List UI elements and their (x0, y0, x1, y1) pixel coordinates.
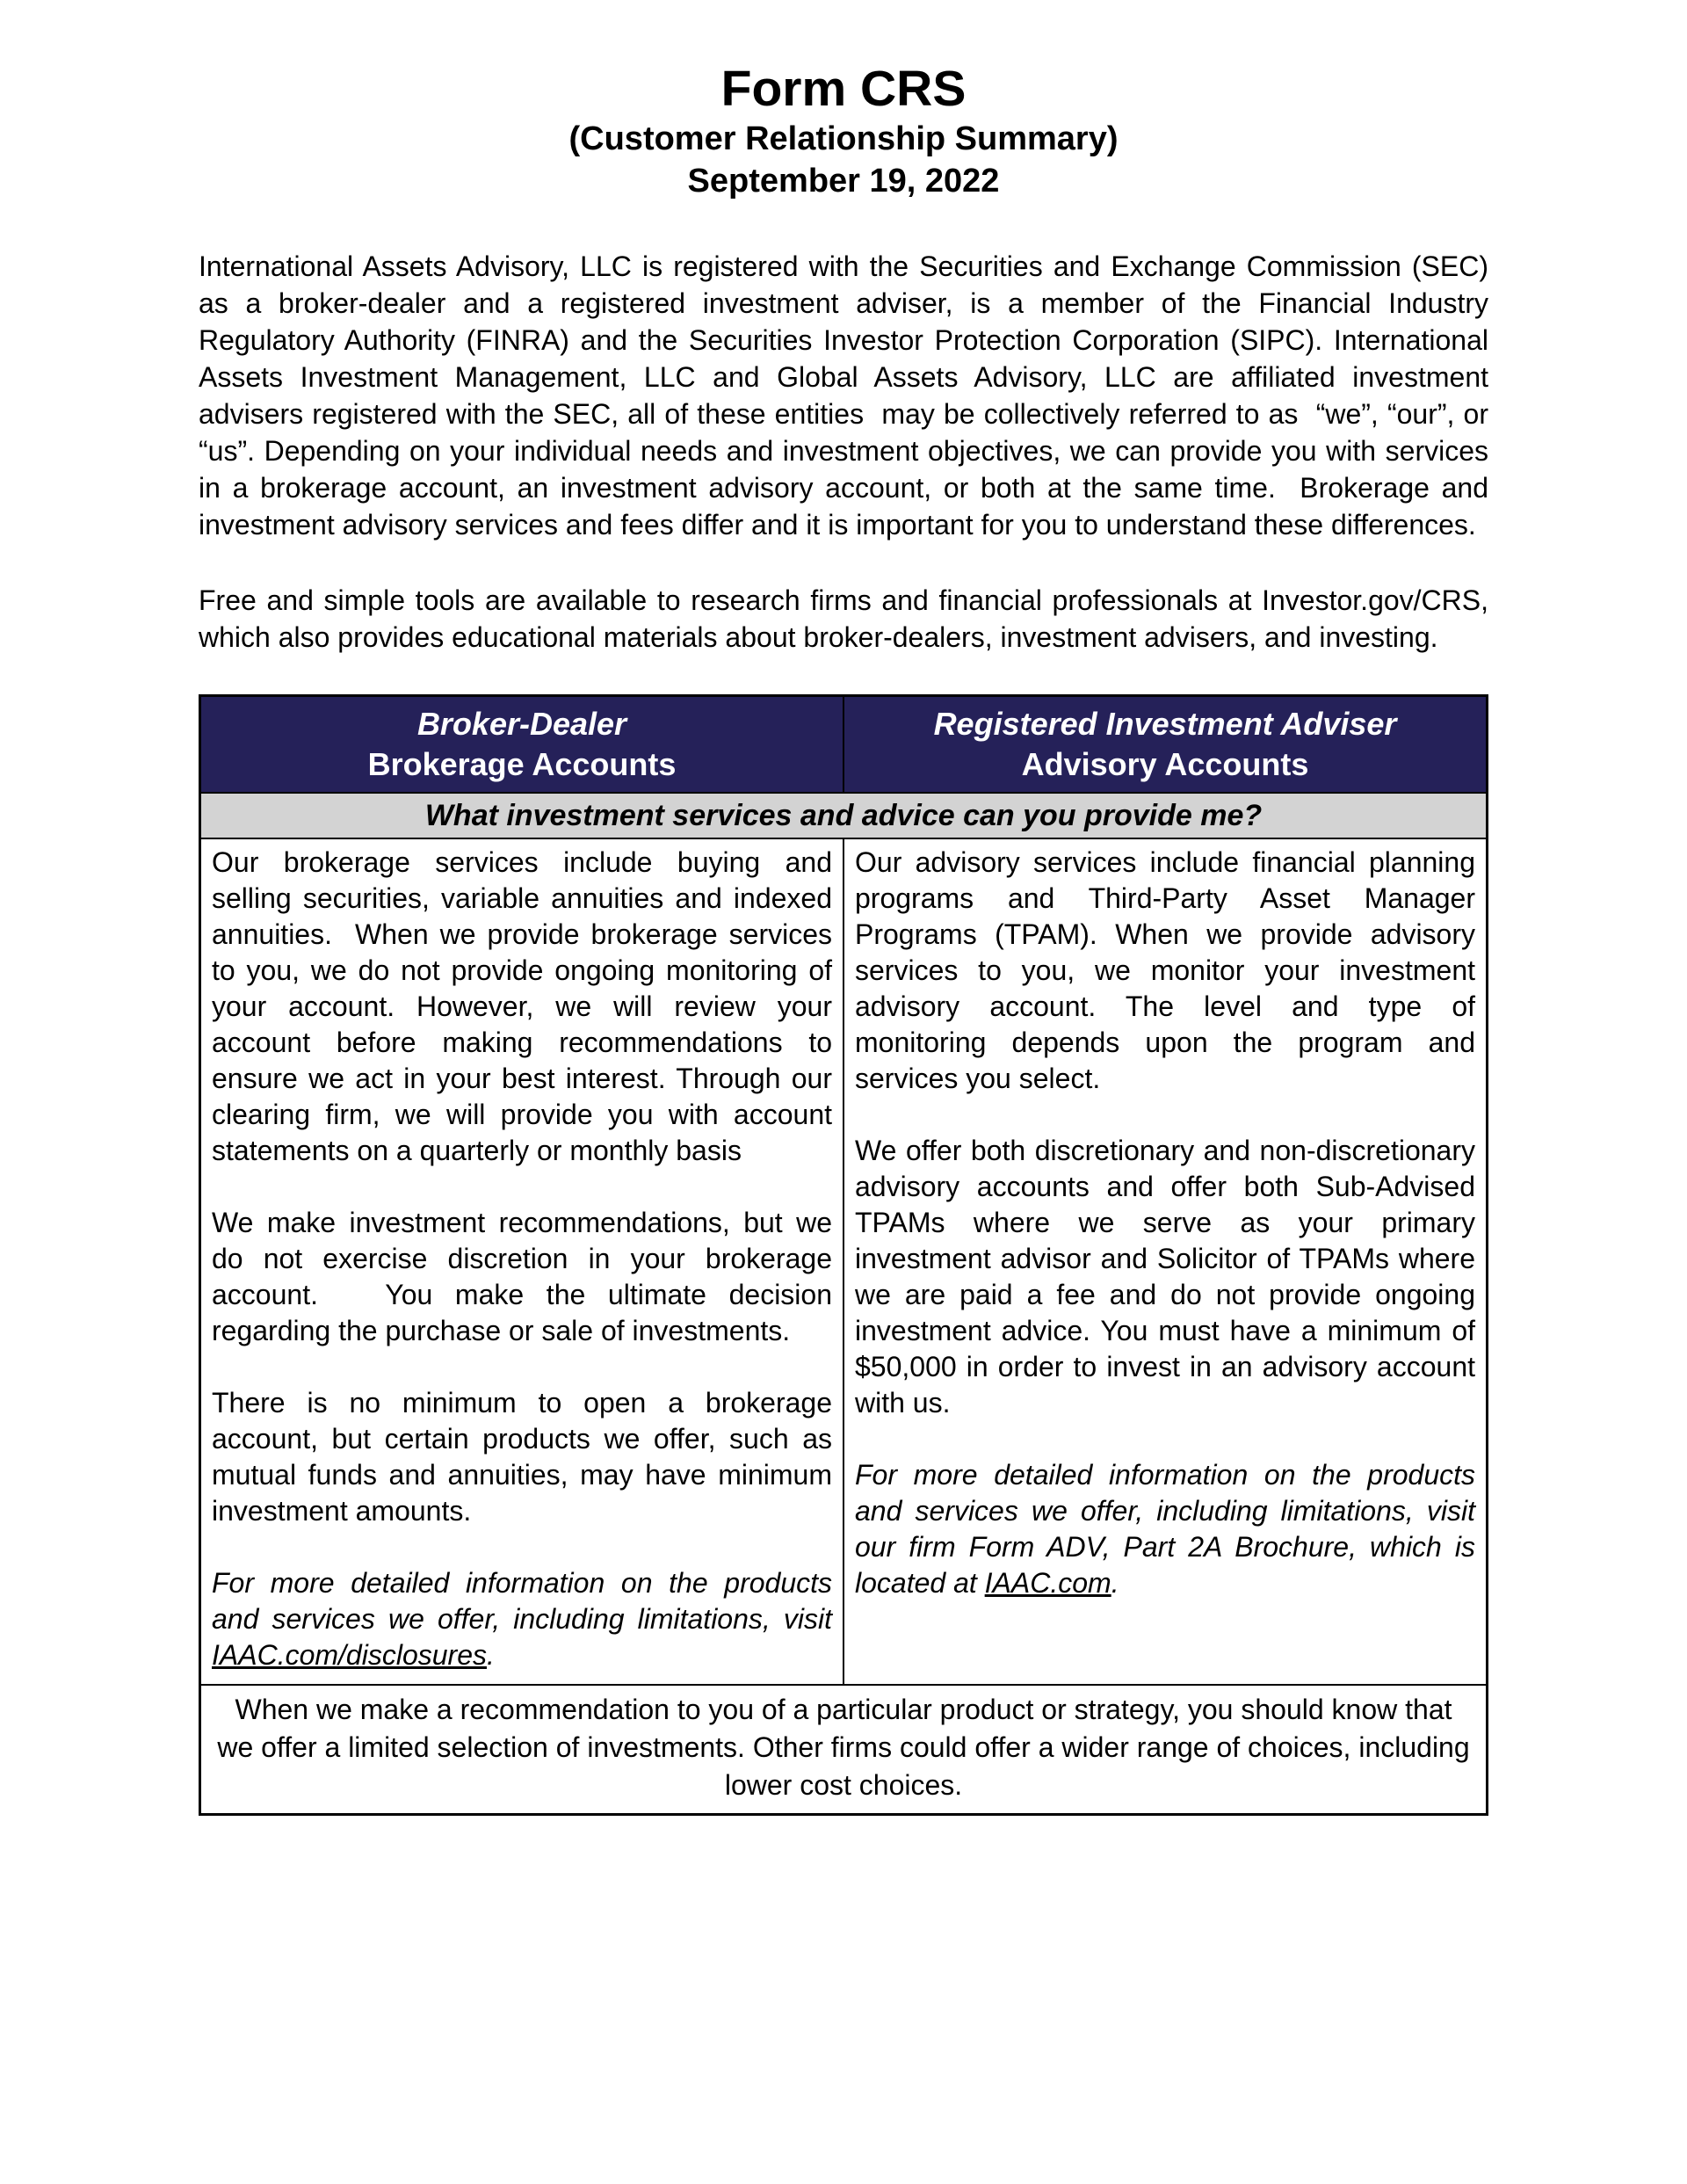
cell-paragraph-more-info (212, 1565, 832, 1673)
investment-adviser-cell (844, 838, 1488, 1685)
document-header (199, 60, 1488, 202)
cell-paragraph-more-info (855, 1457, 1475, 1601)
brokerage-accounts-label: Brokerage Accounts (367, 746, 677, 782)
intro-paragraph-2: Free and simple tools are available to research firms and financial professionals at Investor.gov/CRS, which also provides educational materials about broker-dealers, investment advisers, and investing. (199, 584, 1488, 653)
cell-paragraph: Our advisory services include financial planning programs and Third-Party Asset Manager Programs (TPAM). When we provide advisory services to you, we monitor your investment advisory account. The level and type of monitoring depends upon the program and services you select. (855, 846, 1475, 1094)
question-row-text: What investment services and advice can you provide me? (200, 793, 1488, 838)
iaac-com-link[interactable]: IAAC.com (984, 1567, 1111, 1599)
recommendation-note-row (200, 1685, 1488, 1815)
page-subtitle: (Customer Relationship Summary) (568, 120, 1119, 157)
page-date: September 19, 2022 (687, 163, 1000, 200)
cell-paragraph: We make investment recommendations, but we do not exercise discretion in your brokerage account. You make the ultimate decision regarding the purchase or sale of investments. (212, 1207, 832, 1346)
cell-paragraph: There is no minimum to open a brokerage account, but certain products we offer, such as mutual funds and annuities, may have minimum investment amounts. (212, 1387, 832, 1527)
comparison-table (199, 694, 1488, 1816)
broker-dealer-cell (200, 838, 844, 1685)
registered-investment-adviser-label: Registered Investment Adviser (933, 706, 1397, 742)
table-header-row (200, 696, 1488, 794)
broker-dealer-label: Broker-Dealer (416, 706, 627, 742)
intro-section (199, 248, 1488, 656)
more-info-text: For more detailed information on the products and services we offer, including limitations, visit our firm Form ADV, Part 2A Brochure, which is located at (855, 1459, 1475, 1599)
cell-paragraph: Our brokerage services include buying and selling securities, variable annuities and indexed annuities. When we provide brokerage services to you, we do not provide ongoing monitoring of your account. However, we will review your account before making recommendations to ensure we act in your best interest. Through our clearing firm, we will provide you with account statements on a quarterly or monthly basis (212, 846, 832, 1166)
more-info-period: . (486, 1639, 495, 1671)
more-info-text: For more detailed information on the products and services we offer, including limitations, visit (212, 1567, 832, 1635)
cell-paragraph: We offer both discretionary and non-discretionary advisory accounts and offer both Sub-Advised TPAMs where we serve as your primary investment advisor and Solicitor of TPAMs where we are paid a fee and do not provide ongoing investment advice. You must have a minimum of $50,000 in order to invest in an advisory account with us. (855, 1135, 1475, 1419)
recommendation-note: When we make a recommendation to you of a particular product or strategy, you should know that we offer a limited selection of investments. Other firms could offer a wider range of choices, including lower cost choices. (200, 1685, 1488, 1815)
iaac-disclosures-link[interactable]: IAAC.com/disclosures (212, 1639, 487, 1671)
services-row (200, 838, 1488, 1685)
page-title: Form CRS (720, 61, 967, 117)
table-header-investment-adviser (844, 696, 1488, 794)
advisory-accounts-label: Advisory Accounts (1021, 746, 1309, 782)
more-info-period: . (1111, 1567, 1119, 1599)
intro-paragraph-1: International Assets Advisory, LLC is registered with the Securities and Exchange Commission (SEC) as a broker-dealer and a registered investment adviser, is a member of the Financial Industry Regulatory Authority (FINRA) and the Securities Investor Protection Corporation (SIPC). International Assets Investment Management, LLC and Global Assets Advisory, LLC are affiliated investment advisers registered with the SEC, all of these entities may be collectively referred to as “we”, “our”, or “us”. Depending on your individual needs and investment objectives, we can provide you with services in a brokerage account, an investment advisory account, or both at the same time. Brokerage and investment advisory services and fees differ and it is important for you to understand these differences. (199, 250, 1488, 541)
table-header-broker-dealer (200, 696, 844, 794)
question-row (200, 793, 1488, 838)
